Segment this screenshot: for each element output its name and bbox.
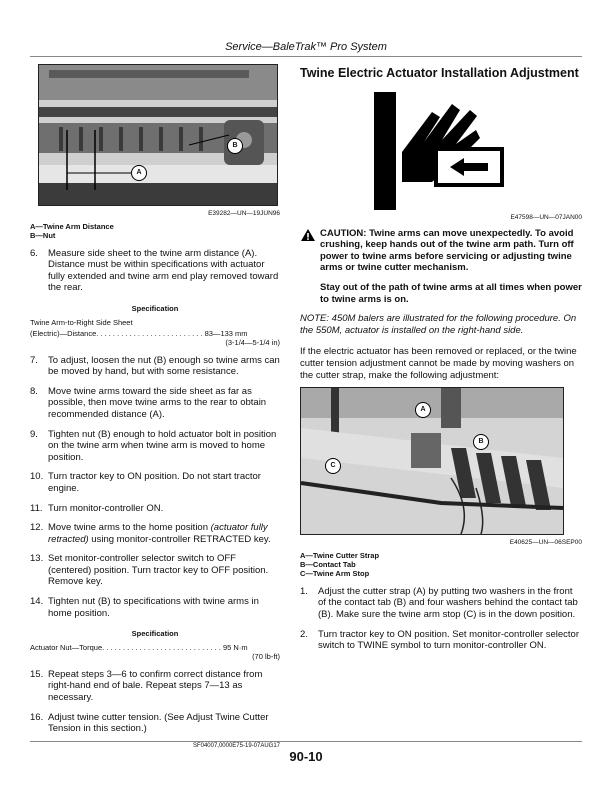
header-rule [30,56,582,57]
step-number: 12. [30,522,44,534]
step-text: Adjust twine cutter tension. (See Adjust Twine Cutter Tension in this section.) [48,711,269,735]
caution-text: Stay out of the path of twine arms at all times when power to twine arms is on. [320,281,582,305]
legend-item: B—Nut [30,230,56,240]
step-item [30,355,280,378]
warning-icon [300,228,320,306]
caution-block [300,228,582,306]
step-item [30,503,280,515]
crush-hazard-figure [372,92,512,210]
steps-list [300,586,582,652]
step-number: 10. [30,471,44,483]
figure-id: E47598—UN—07JAN00 [510,214,582,221]
step-number: 1. [300,585,308,597]
step-number: 6. [30,247,38,259]
steps-list [30,553,280,619]
figure-legend [300,551,582,578]
step-number: 8. [30,385,38,397]
step-item [30,669,280,704]
step-text: Turn monitor-controller ON. [48,502,164,514]
step-number: 2. [300,628,308,640]
legend-item: C—Twine Arm Stop [300,568,370,578]
step-text: Set monitor-controller selector switch to OFF (centered) position. Turn tractor key to OFF position. Remove key. [48,553,269,588]
callout-b: B [473,434,489,450]
steps-list [30,669,280,735]
caution-text: CAUTION: Twine arms can move unexpectedly. To avoid crushing, keep hands out of the twine arm path. Turn off power to twine arms before servicing or adjusting twine arms or twine cutter mechanism. [320,227,574,274]
step-item [300,629,582,652]
step-number: 11. [30,502,43,514]
spec-heading: Specification [131,303,179,313]
step-text-part: Move twine arms to the home position [48,522,211,534]
right-column [300,66,582,652]
running-header: Service—BaleTrak™ Pro System [225,41,387,53]
step-item [30,596,280,619]
step-number: 16. [30,711,44,723]
step-text-italic: (actuator fully retracted) [48,522,268,545]
step-item [30,522,280,545]
step-item [30,471,280,494]
legend-item: B—Contact Tab [300,559,356,569]
spec-value-alt: (70 lb-ft) [252,651,280,661]
step-number: 9. [30,428,38,440]
spec-row: Actuator Nut—Torque. . . . . . . . . . . . . . . . . . . . . . . . . . . . . 95 N·m [30,642,248,652]
step-text: Repeat steps 3—6 to confirm correct distance from right-hand end of bale. Repeat steps 7—13 as necessary. [48,668,263,704]
step-number: 14. [30,596,44,608]
cutter-strap-photo-illustration [301,388,563,534]
spec-item: Twine Arm-to-Right Side Sheet [30,317,133,327]
step-text: Tighten nut (B) enough to hold actuator bolt in position on the twine arm when twine arm is moved to home position. [48,428,277,463]
page-number: 90-10 [289,749,323,764]
step-item [30,248,280,294]
step-item [30,553,280,588]
step-text: Adjust the cutter strap (A) by putting two washers in the front of the contact tab (B) and four washers behind the contact tab (B). Make sure the twine arm stop (C) is in the down position. [318,585,578,620]
body-paragraph: If the electric actuator has been removed or replaced, or the twine cutter tension adjustment cannot be made by moving washers on the cutter strap, make the following adjustment: [300,346,577,381]
step-item [30,712,280,735]
step-item [30,386,280,421]
step-number: 13. [30,553,44,565]
spec-value-alt: (3-1/4—5-1/4 in) [225,337,280,347]
document-reference: SF04007,0000E75-19-07AUG17 [192,742,280,749]
step-item [300,586,582,621]
twine-arm-photo-illustration [39,65,277,205]
step-text: Turn tractor key to ON position. Set monitor-controller selector switch to TWINE symbol to turn monitor-controller ON. [318,628,579,652]
figure-id: E40625—UN—06SEP00 [509,539,582,547]
step-text: Tighten nut (B) to specifications with twine arms in home position. [48,596,259,619]
spec-heading: Specification [131,629,179,639]
left-column [30,64,280,752]
twine-arm-photo [38,64,278,206]
callout-b: B [227,138,243,154]
callout-a: A [415,402,431,418]
footer-rule [30,741,582,742]
callout-c: C [325,458,341,474]
spec-row: (Electric)—Distance. . . . . . . . . . . . . . . . . . . . . . . . . . 83—133 mm [30,328,248,338]
callout-a: A [131,165,147,181]
step-text: To adjust, loosen the nut (B) enough so twine arms can be moved by hand, but with some resistance. [48,354,280,378]
section-title: Twine Electric Actuator Installation Adjustment [300,66,579,80]
figure-id: E39282—UN—19JUN96 [208,210,280,217]
step-item [30,429,280,464]
cutter-strap-photo [300,387,564,535]
step-number: 15. [30,668,44,680]
step-text: Turn tractor key to ON position. Do not start tractor engine. [48,471,261,494]
step-text: Measure side sheet to the twine arm distance (A). Distance must be within specifications with actuator fully extended and twine arm end play removed toward the rear. [48,247,279,294]
step-number: 7. [30,354,38,366]
step-text-part: using monitor-controller RETRACTED key. [88,533,271,545]
step-text: Move twine arms toward the side sheet as far as possible, then move twine arms to the rear to obtain recommended distance (A). [48,385,267,420]
steps-list [30,355,280,515]
note: NOTE: 450M balers are illustrated for the following procedure. On the 550M, actuator is installed on the right-hand side. [300,313,577,336]
legend-item: A—Twine Cutter Strap [300,550,380,560]
legend-item: A—Twine Arm Distance [30,221,114,231]
figure-legend [30,222,280,240]
step-text [48,522,280,545]
crush-hazard-icon [372,92,512,210]
